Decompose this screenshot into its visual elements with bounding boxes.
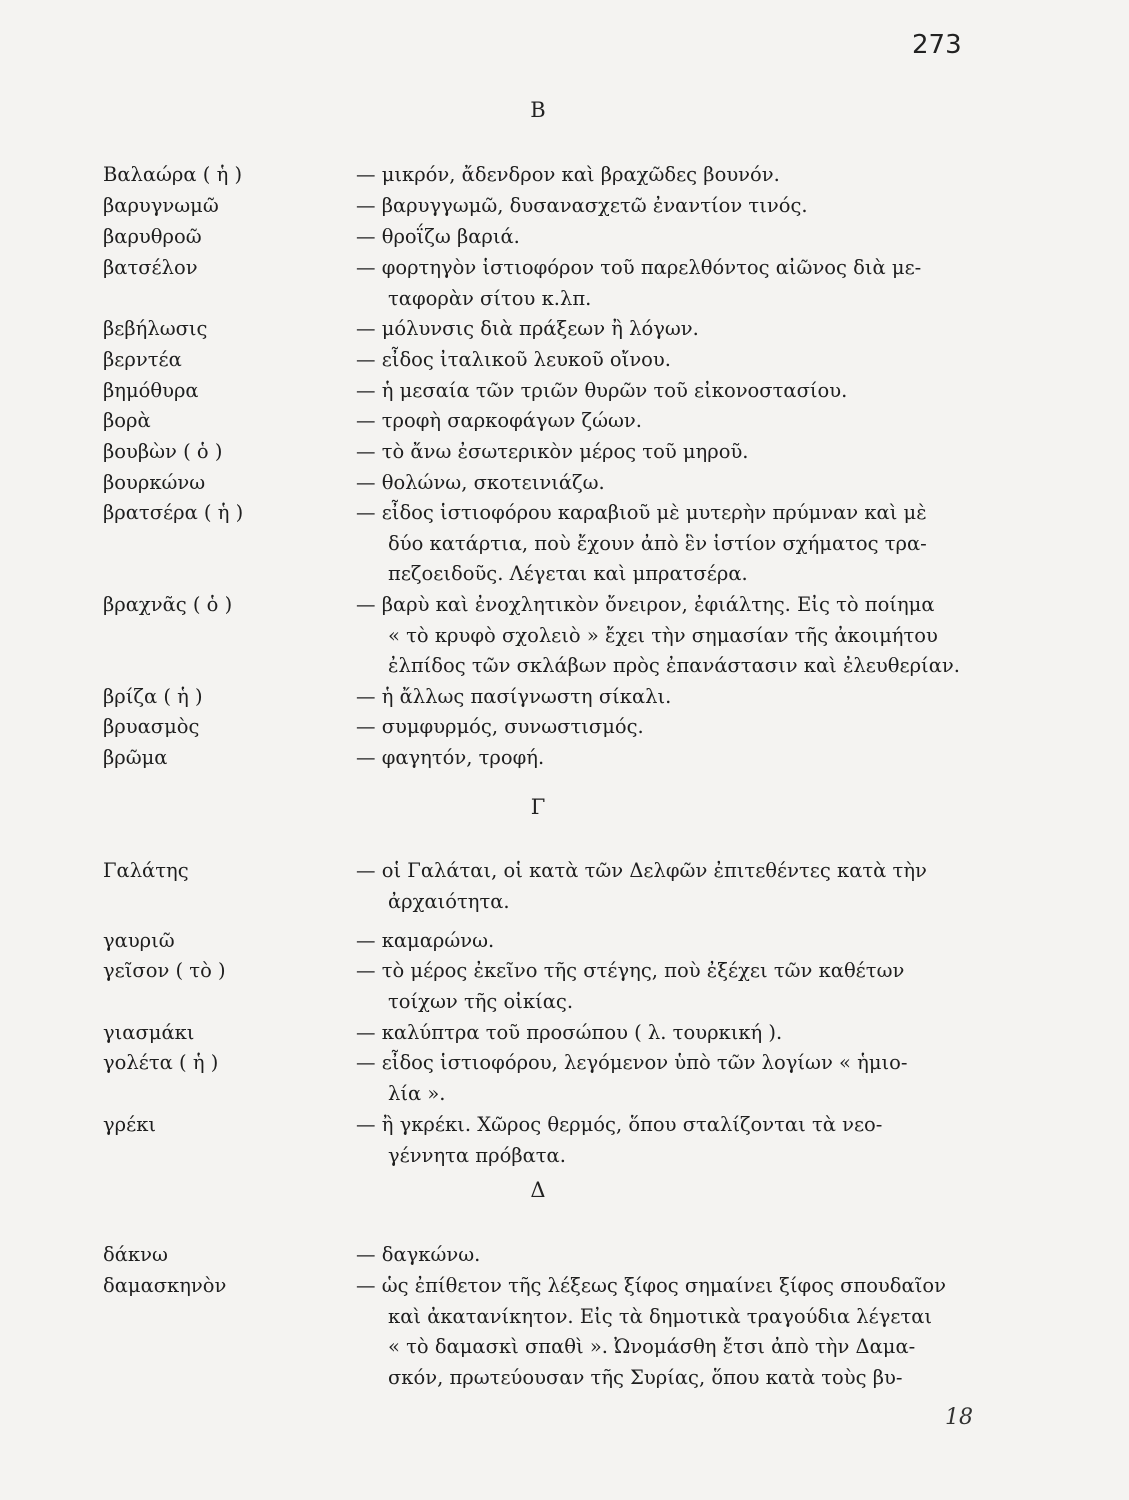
entry-term: Γαλάτης [103,859,189,882]
entry-definition [356,1110,976,1171]
entry-term: γολέτα ( ἡ ) [103,1051,219,1074]
entry-term: γαυριῶ [103,929,175,952]
entry-definition [356,1048,976,1109]
definition-line: λία ». [388,1081,446,1105]
definition-line: — φορτηγὸν ἱστιοφόρον τοῦ παρελθόντος αἰῶνος διὰ με- [356,256,922,279]
definition-line: — μικρόν, ἄδενδρον καὶ βραχῶδες βουνόν. [356,163,780,186]
entry-definition [356,1271,976,1393]
definition-line: « τὸ κρυφὸ σχολειὸ » ἔχει τὴν σημασίαν τῆς ἀκοιμήτου [388,623,938,647]
entry-term: βρῶμα [103,746,168,769]
definition-line: ταφορὰν σίτου κ.λπ. [388,286,592,310]
definition-line: « τὸ δαμασκὶ σπαθὶ ». Ὠνομάσθη ἔτσι ἀπὸ τὴν Δαμα- [388,1335,916,1359]
definition-line: — ἡ ἄλλως πασίγνωστη σίκαλι. [356,685,672,708]
section-letter: Δ [530,1178,546,1202]
entry-definition [356,712,976,743]
entry-term: δαμασκηνὸν [103,1274,227,1297]
entry-term: γρέκι [103,1113,157,1136]
definition-line: — δαγκώνω. [356,1243,481,1266]
definition-line: καὶ ἀκατανίκητον. Εἰς τὰ δημοτικὰ τραγούδια λέγεται [388,1304,933,1328]
entry-term: βεβήλωσις [103,317,208,340]
definition-line: — οἱ Γαλάται, οἱ κατὰ τῶν Δελφῶν ἐπιτεθέντες κατὰ τὴν [356,859,927,882]
section-letter: Β [530,98,546,122]
entry-definition [356,1240,976,1271]
section-letter: Γ [530,795,546,819]
entry-term: βρατσέρα ( ἡ ) [103,501,244,524]
entry-definition [356,856,976,917]
entry-definition [356,222,976,253]
entry-term: βουρκώνω [103,471,206,494]
entry-term: βατσέλον [103,256,198,279]
definition-line: — ὡς ἐπίθετον τῆς λέξεως ξίφος σημαίνει ξίφος σπουδαῖον [356,1274,946,1297]
entry-definition [356,926,976,957]
entry-definition [356,160,976,191]
definition-line: — εἶδος ἱστιοφόρου καραβιοῦ μὲ μυτερὴν πρύμναν καὶ μὲ [356,501,927,524]
definition-line: — θροΐζω βαριά. [356,225,520,248]
entry-definition [356,743,976,774]
entry-definition [356,498,976,590]
definition-line: — ἡ μεσαία τῶν τριῶν θυρῶν τοῦ εἰκονοστασίου. [356,379,848,402]
entry-term: βρίζα ( ἡ ) [103,685,203,708]
definition-line: — καλύπτρα τοῦ προσώπου ( λ. τουρκική ). [356,1021,783,1044]
definition-line: ἐλπίδος τῶν σκλάβων πρὸς ἐπανάστασιν καὶ ἐλευθερίαν. [388,654,960,678]
entry-term: βαρυθροῶ [103,225,202,248]
definition-line: σκόν, πρωτεύουσαν τῆς Συρίας, ὅπου κατὰ τοὺς βυ- [388,1365,903,1389]
definition-line: — θολώνω, σκοτεινιάζω. [356,471,605,494]
definition-line: — τὸ ἄνω ἐσωτερικὸν μέρος τοῦ μηροῦ. [356,440,749,463]
entry-term: βερντέα [103,348,182,371]
definition-line: — τὸ μέρος ἐκεῖνο τῆς στέγης, ποὺ ἐξέχει τῶν καθέτων [356,959,905,982]
signature-mark: 18 [945,1405,973,1430]
entry-definition [356,437,976,468]
entry-term: βαρυγνωμῶ [103,194,219,217]
definition-line: δύο κατάρτια, ποὺ ἔχουν ἀπὸ ἓν ἱστίον σχήματος τρα- [388,531,927,555]
definition-line: — τροφὴ σαρκοφάγων ζώων. [356,409,642,432]
entry-definition [356,1018,976,1049]
entry-term: βρυασμὸς [103,715,200,738]
definition-line: τοίχων τῆς οἰκίας. [388,989,574,1013]
definition-line: — βαρὺ καὶ ἐνοχλητικὸν ὄνειρον, ἐφιάλτης. Εἰς τὸ ποίημα [356,593,935,616]
entry-term: βορὰ [103,409,151,432]
definition-line: γέννητα πρόβατα. [388,1143,566,1167]
entry-term: γεῖσον ( τὸ ) [103,959,226,982]
entry-definition [356,468,976,499]
entry-definition [356,682,976,713]
page-number: 273 [912,30,962,60]
entry-definition [356,590,976,682]
definition-line: — βαρυγγωμῶ, δυσανασχετῶ ἐναντίον τινός. [356,194,808,217]
definition-line: ἀρχαιότητα. [388,889,510,913]
entry-definition [356,314,976,345]
entry-term: βραχνᾶς ( ὁ ) [103,593,233,616]
entry-definition [356,376,976,407]
definition-line: — φαγητόν, τροφή. [356,746,545,769]
entry-term: δάκνω [103,1243,168,1266]
entry-definition [356,956,976,1017]
definition-line: — συμφυρμός, συνωστισμός. [356,715,644,738]
entry-definition [356,191,976,222]
entry-definition [356,253,976,314]
definition-line: — ἢ γκρέκι. Χῶρος θερμός, ὅπου σταλίζονται τὰ νεο- [356,1113,883,1136]
definition-line: — μόλυνσις διὰ πράξεων ἢ λόγων. [356,317,699,340]
definition-line: πεζοειδοῦς. Λέγεται καὶ μπρατσέρα. [388,562,748,586]
entry-term: βουβὼν ( ὁ ) [103,440,223,463]
entry-term: Βαλαώρα ( ἡ ) [103,163,243,186]
entry-term: βημόθυρα [103,379,199,402]
entry-term: γιασμάκι [103,1021,195,1044]
entry-definition [356,406,976,437]
definition-line: — εἶδος ἰταλικοῦ λευκοῦ οἴνου. [356,348,671,371]
definition-line: — καμαρώνω. [356,929,495,952]
definition-line: — εἶδος ἱστιοφόρου, λεγόμενον ὑπὸ τῶν λογίων « ἡμιο- [356,1051,908,1074]
entry-definition [356,345,976,376]
